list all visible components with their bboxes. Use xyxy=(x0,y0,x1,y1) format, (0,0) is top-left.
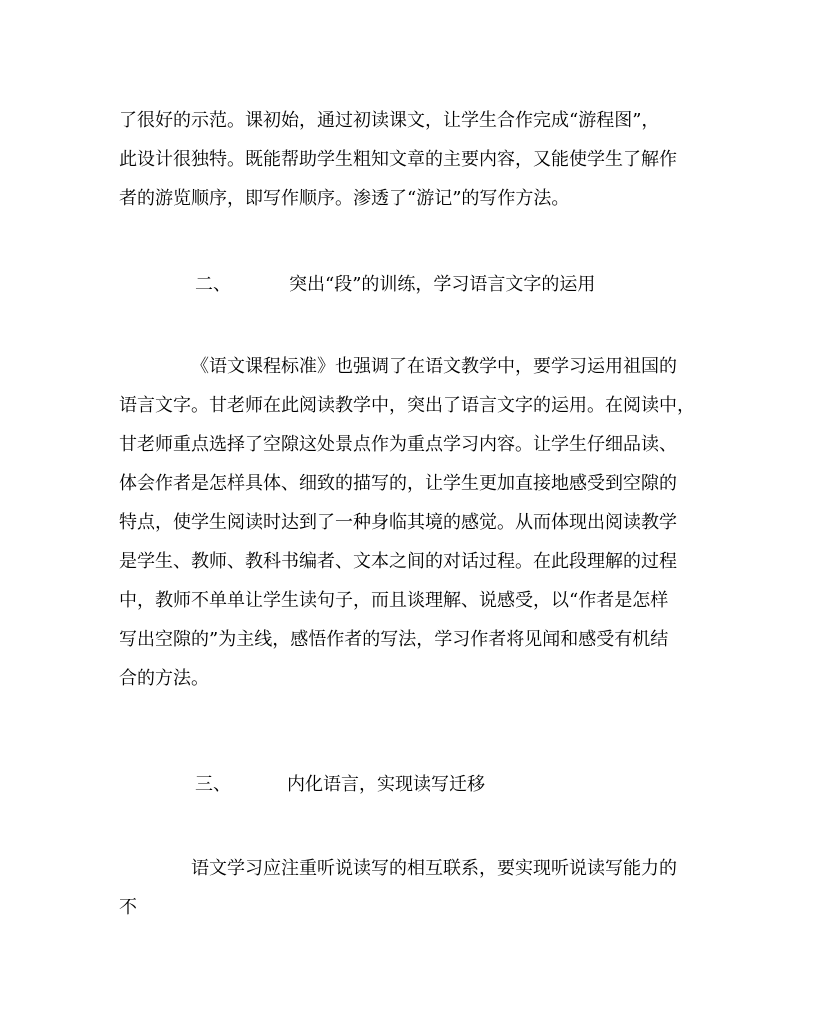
paragraph-1-line-2: 此设计很独特。既能帮助学生粗知文章的主要内容，又能使学生了解作 xyxy=(119,149,677,170)
paragraph-3-line-2: 不 xyxy=(119,897,137,918)
paragraph-2-line-2: 语言文字。甘老师在此阅读教学中，突出了语言文字的运用。在阅读中， xyxy=(119,395,695,416)
section-3-title: 内化语言，实现读写迁移 xyxy=(287,774,485,795)
paragraph-2-line-6: 是学生、教师、教科书编者、文本之间的对话过程。在此段理解的过程 xyxy=(119,551,677,572)
paragraph-2-line-8: 写出空隙的”为主线，感悟作者的写法，学习作者将见闻和感受有机结 xyxy=(119,629,669,650)
paragraph-1-line-3: 者的游览顺序，即写作顺序。渗透了“游记”的写作方法。 xyxy=(119,188,570,209)
paragraph-2-line-7: 中，教师不单单让学生读句子，而且谈理解、说感受，以“作者是怎样 xyxy=(119,590,669,611)
paragraph-2-line-4: 体会作者是怎样具体、细致的描写的，让学生更加直接地感受到空隙的 xyxy=(119,473,677,494)
section-2-number: 二、 xyxy=(195,274,231,295)
paragraph-1-line-1: 了很好的示范。课初始，通过初读课文，让学生合作完成“游程图”， xyxy=(119,110,660,131)
paragraph-2-line-1: 《语文课程标准》也强调了在语文教学中，要学习运用祖国的 xyxy=(191,356,677,377)
paragraph-3-line-1: 语文学习应注重听说读写的相互联系，要实现听说读写能力的 xyxy=(191,858,677,879)
section-3-number: 三、 xyxy=(195,774,231,795)
section-2-title: 突出“段”的训练，学习语言文字的运用 xyxy=(289,274,596,295)
paragraph-2-line-9: 合的方法。 xyxy=(119,668,209,689)
paragraph-2-line-3: 甘老师重点选择了空隙这处景点作为重点学习内容。让学生仔细品读、 xyxy=(119,434,677,455)
paragraph-2-line-5: 特点，使学生阅读时达到了一种身临其境的感觉。从而体现出阅读教学 xyxy=(119,512,677,533)
